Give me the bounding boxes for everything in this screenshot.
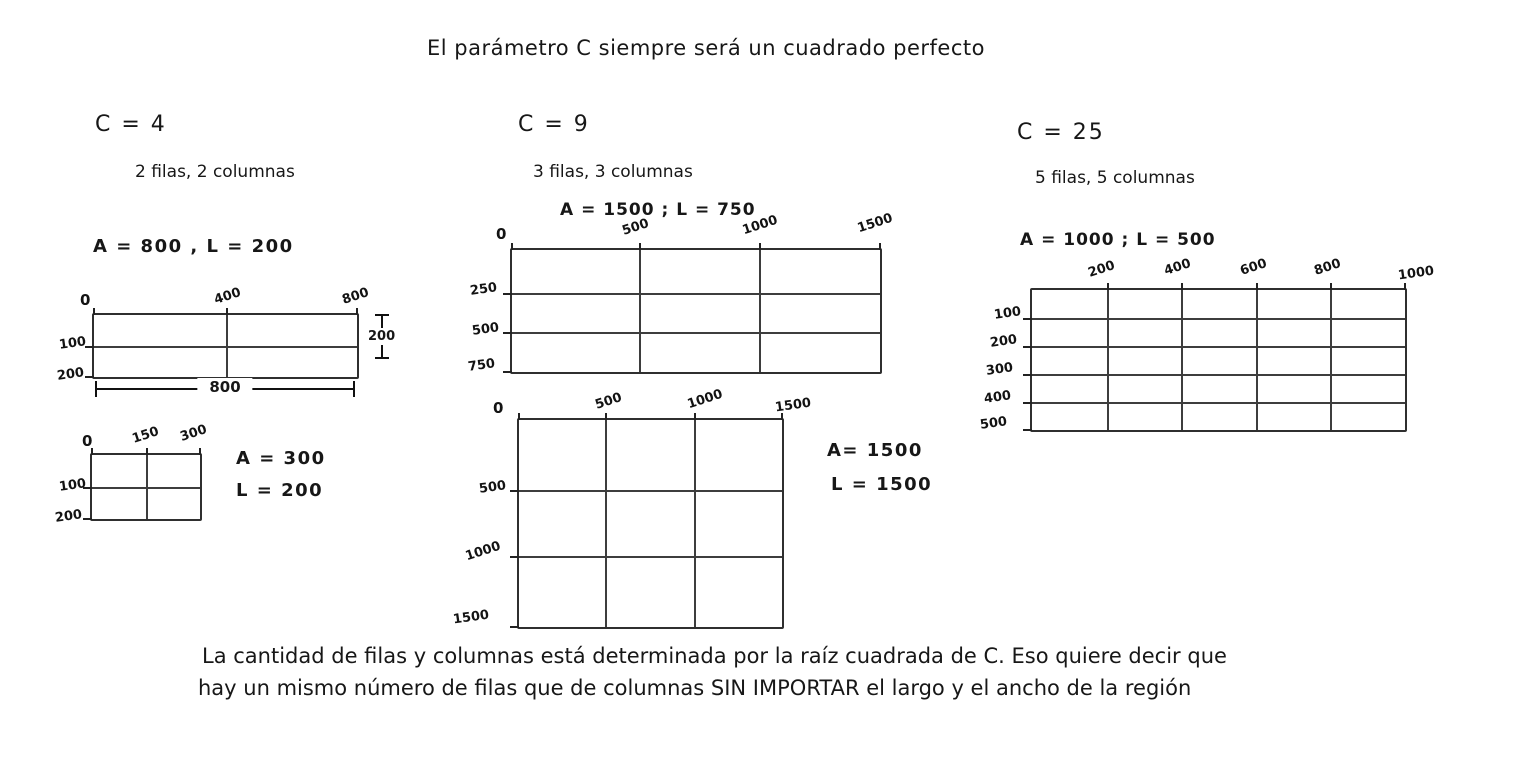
- tick-mark: [759, 243, 761, 250]
- tick-mark: [356, 308, 358, 315]
- grid-1500x1500: [452, 386, 813, 629]
- x-tick-label: 400: [1162, 256, 1193, 279]
- x-tick-label: 400: [212, 285, 243, 308]
- tick-mark: [83, 518, 92, 520]
- tick-mark: [639, 243, 641, 250]
- y-tick-label: 500: [979, 414, 1009, 433]
- y-tick-label: 100: [58, 476, 88, 495]
- tick-mark: [1256, 283, 1258, 290]
- grid-800x200-params: A = 800 , L = 200: [93, 236, 294, 257]
- x-tick-label: 0: [496, 225, 507, 243]
- section-c9-note: 3 filas, 3 columnas: [533, 162, 693, 182]
- x-tick-label: 200: [1086, 258, 1117, 281]
- x-tick-label: 1000: [685, 386, 725, 413]
- y-tick-label: 500: [478, 478, 508, 497]
- x-tick-label: 500: [620, 216, 651, 239]
- tick-mark: [518, 413, 520, 420]
- section-c25-label: C = 25: [1017, 120, 1105, 145]
- tick-mark: [503, 332, 512, 334]
- dimension-line: [381, 316, 383, 328]
- height-dimension-label: 200: [368, 329, 396, 344]
- footer-text-line-1: La cantidad de filas y columnas está determinada por la raíz cuadrada de C. Eso quiere decir que: [202, 644, 1227, 668]
- x-tick-label: 150: [130, 424, 161, 447]
- tick-mark: [694, 413, 696, 420]
- grid-line: [1330, 290, 1332, 430]
- y-tick-label: 400: [983, 388, 1013, 407]
- y-tick-label: 1500: [452, 607, 491, 628]
- section-c9-label: C = 9: [518, 112, 590, 137]
- grid-line: [1032, 346, 1405, 348]
- tick-mark: [1023, 346, 1032, 348]
- grid-line: [639, 250, 641, 372]
- x-tick-label: 1000: [1397, 263, 1436, 284]
- grid-line: [605, 420, 607, 627]
- x-tick-label: 600: [1238, 256, 1269, 279]
- tick-mark: [1023, 318, 1032, 320]
- page-title: El parámetro C siempre será un cuadrado perfecto: [427, 36, 985, 60]
- grid-line: [92, 487, 200, 489]
- y-tick-label: 100: [993, 304, 1023, 323]
- dimension-line: [381, 345, 383, 357]
- grid-1000x500: [979, 256, 1436, 433]
- tick-mark: [503, 371, 512, 373]
- x-tick-label: 0: [80, 291, 91, 309]
- grid-line: [1032, 402, 1405, 404]
- tick-mark: [146, 448, 148, 455]
- height-dimension: [368, 314, 395, 376]
- grid-800x200: [56, 285, 371, 384]
- grid-line: [519, 556, 782, 558]
- y-tick-label: 200: [54, 507, 84, 526]
- x-tick-label: 0: [82, 432, 93, 450]
- grid-1500x750-params: A = 1500 ; L = 750: [560, 200, 756, 220]
- x-tick-label: 500: [593, 390, 624, 413]
- grid-300x200-param-a: A = 300: [236, 448, 326, 469]
- grid-line: [1256, 290, 1258, 430]
- grid-1500x1500-param-a: A= 1500: [827, 440, 923, 461]
- tick-mark: [879, 243, 881, 250]
- tick-mark: [511, 243, 513, 250]
- grid-line: [694, 420, 696, 627]
- tick-mark: [510, 490, 519, 492]
- x-tick-label: 300: [178, 422, 209, 445]
- grid-line: [1032, 318, 1405, 320]
- tick-mark: [1330, 283, 1332, 290]
- tick-mark: [1023, 402, 1032, 404]
- y-tick-label: 250: [469, 280, 499, 299]
- tick-mark: [1023, 374, 1032, 376]
- grid-line: [94, 346, 357, 348]
- tick-mark: [503, 293, 512, 295]
- section-c4-label: C = 4: [95, 112, 167, 137]
- x-tick-label: 1500: [855, 210, 895, 237]
- grid-300x200-param-l: L = 200: [236, 480, 324, 501]
- tick-mark: [1107, 283, 1109, 290]
- x-tick-label: 1500: [774, 395, 813, 416]
- tick-mark: [85, 376, 94, 378]
- tick-mark: [226, 308, 228, 315]
- y-tick-label: 750: [467, 356, 497, 375]
- dimension-cap: [353, 381, 355, 397]
- x-tick-label: 800: [1312, 256, 1343, 279]
- grid-line: [759, 250, 761, 372]
- tick-mark: [1181, 283, 1183, 290]
- tick-mark: [605, 413, 607, 420]
- grid-line: [512, 293, 880, 295]
- dimension-cap: [375, 357, 389, 359]
- x-tick-label: 1000: [740, 212, 780, 239]
- tick-mark: [1404, 283, 1406, 290]
- width-dimension-label: 800: [197, 378, 252, 396]
- section-c4-note: 2 filas, 2 columnas: [135, 162, 295, 182]
- grid-1500x1500-param-l: L = 1500: [831, 474, 933, 495]
- y-tick-label: 300: [985, 360, 1015, 379]
- tick-mark: [1023, 429, 1032, 431]
- y-tick-label: 500: [471, 320, 501, 339]
- grid-300x200: [54, 422, 209, 526]
- x-tick-label: 0: [493, 399, 504, 417]
- y-tick-label: 1000: [463, 538, 503, 565]
- grid-line: [519, 490, 782, 492]
- footer-text-line-2: hay un mismo número de filas que de columnas SIN IMPORTAR el largo y el ancho de la región: [198, 676, 1192, 700]
- y-tick-label: 100: [58, 334, 88, 353]
- y-tick-label: 200: [56, 365, 86, 384]
- tick-mark: [510, 626, 519, 628]
- tick-mark: [510, 556, 519, 558]
- width-dimension: [95, 378, 355, 397]
- grid-1000x500-params: A = 1000 ; L = 500: [1020, 230, 1216, 250]
- section-c25-note: 5 filas, 5 columnas: [1035, 168, 1195, 188]
- tick-mark: [93, 308, 95, 315]
- x-tick-label: 800: [340, 285, 371, 308]
- grid-line: [1032, 374, 1405, 376]
- y-tick-label: 200: [989, 332, 1019, 351]
- grid-line: [512, 332, 880, 334]
- grid-line: [1107, 290, 1109, 430]
- grid-line: [1181, 290, 1183, 430]
- tick-mark: [199, 448, 201, 455]
